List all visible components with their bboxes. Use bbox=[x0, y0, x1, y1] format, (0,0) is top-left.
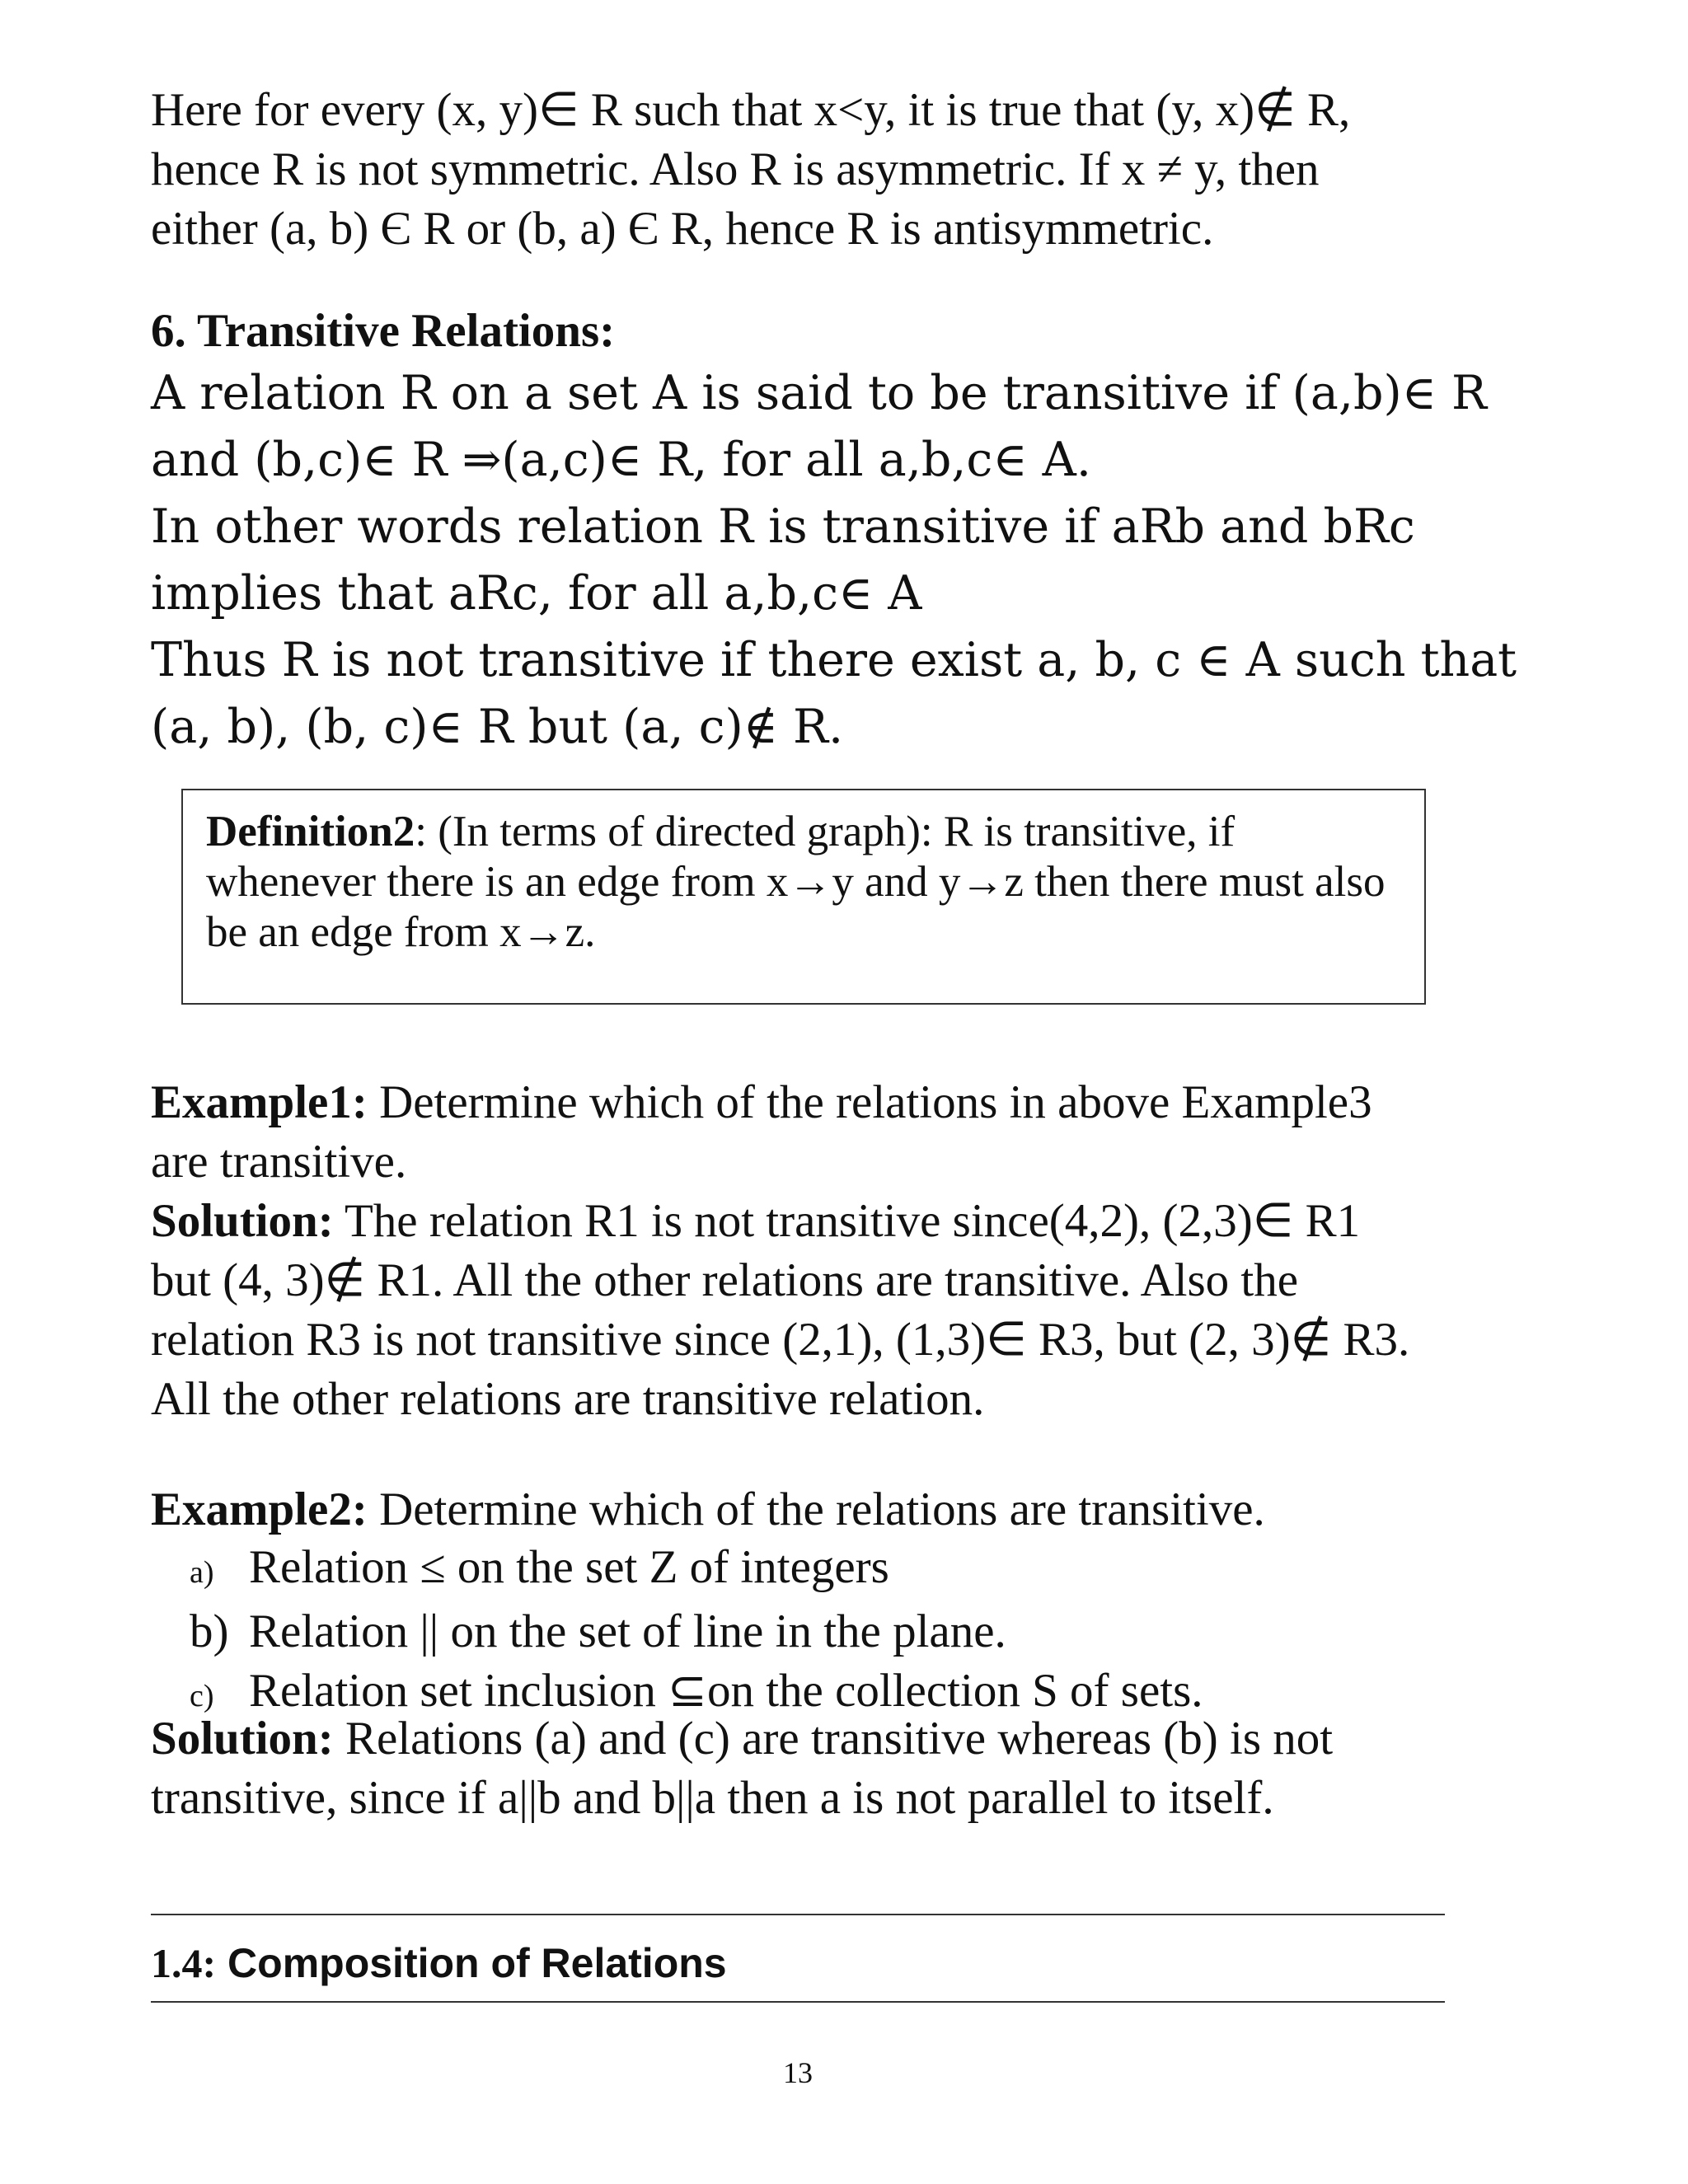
example2 bbox=[151, 1480, 1453, 1540]
section-number: 1.4: bbox=[151, 1940, 217, 1986]
definition2-label: Definition2 bbox=[206, 808, 415, 855]
example2-solution bbox=[151, 1709, 1453, 1828]
page-number: 13 bbox=[783, 2056, 813, 2089]
definition2-line: be an edge from x→z. bbox=[206, 908, 596, 956]
definition2-line: whenever there is an edge from x→y and y→z then there must also bbox=[206, 858, 1386, 906]
solution-label: Solution: bbox=[151, 1195, 334, 1247]
example2-question: Example2: Determine which of the relations are transitive. bbox=[151, 1483, 1265, 1535]
section-1-4-title bbox=[151, 1938, 727, 1988]
list-item: b) Relation || on the set of line in the plane. bbox=[190, 1602, 1426, 1661]
section-heading bbox=[151, 302, 1453, 361]
example1 bbox=[151, 1073, 1453, 1429]
example1-label: Example1: bbox=[151, 1076, 368, 1128]
section-title-text: Composition of Relations bbox=[216, 1940, 727, 1986]
example1-question: Example1: Determine which of the relations in above Example3 bbox=[151, 1076, 1372, 1128]
list-item: c) Relation set inclusion ⊆on the collection S of sets. bbox=[190, 1661, 1426, 1726]
list-marker: c) bbox=[190, 1679, 214, 1713]
list-marker: a) bbox=[190, 1555, 214, 1590]
transitive-definition bbox=[151, 360, 1517, 761]
top-rule bbox=[151, 1914, 1445, 1915]
definition2-line: Definition2: (In terms of directed graph): R is transitive, if bbox=[206, 808, 1236, 855]
bottom-rule bbox=[151, 2001, 1445, 2003]
example2-solution-line: Solution: Relations (a) and (c) are transitive whereas (b) is not bbox=[151, 1713, 1334, 1765]
definition2-box bbox=[181, 789, 1426, 1005]
example1-solution: but (4, 3)∉ R1. All the other relations are transitive. Also the bbox=[151, 1254, 1299, 1306]
solution-label: Solution: bbox=[151, 1713, 334, 1765]
definition-line: Thus R is not transitive if there exist a, b, c ∈ A such that bbox=[151, 633, 1517, 687]
example2-solution-line: transitive, since if a||b and b||a then a is not parallel to itself. bbox=[151, 1772, 1274, 1824]
intro-line: Here for every (x, y)∈ R such that x<y, it is true that (y, x)∉ R, bbox=[151, 84, 1351, 136]
example1-question: are transitive. bbox=[151, 1136, 407, 1188]
example1-solution: Solution: The relation R1 is not transitive since(4,2), (2,3)∈ R1 bbox=[151, 1195, 1361, 1247]
definition-line: and (b,c)∈ R ⇒(a,c)∈ R, for all a,b,c∈ A. bbox=[151, 433, 1091, 487]
intro-line: hence R is not symmetric. Also R is asymmetric. If x ≠ y, then bbox=[151, 143, 1320, 195]
example2-list bbox=[190, 1538, 1426, 1726]
definition-line: implies that aRc, for all a,b,c∈ A bbox=[151, 566, 922, 621]
example2-label: Example2: bbox=[151, 1483, 368, 1535]
list-item: a) Relation ≤ on the set Z of integers bbox=[190, 1538, 1426, 1602]
intro-line: either (a, b) Є R or (b, a) Є R, hence R is antisymmetric. bbox=[151, 203, 1214, 255]
section-6-title: 6. Transitive Relations: bbox=[151, 305, 616, 357]
definition-line: In other words relation R is transitive if aRb and bRc bbox=[151, 499, 1415, 554]
list-marker: b) bbox=[190, 1605, 229, 1657]
example1-solution: All the other relations are transitive relation. bbox=[151, 1373, 985, 1425]
definition-line: A relation R on a set A is said to be transitive if (a,b)∈ R bbox=[151, 366, 1487, 420]
intro-paragraph bbox=[151, 81, 1453, 259]
definition-line: (a, b), (b, c)∈ R but (a, c)∉ R. bbox=[151, 700, 844, 754]
example1-solution: relation R3 is not transitive since (2,1), (1,3)∈ R3, but (2, 3)∉ R3. bbox=[151, 1314, 1410, 1366]
